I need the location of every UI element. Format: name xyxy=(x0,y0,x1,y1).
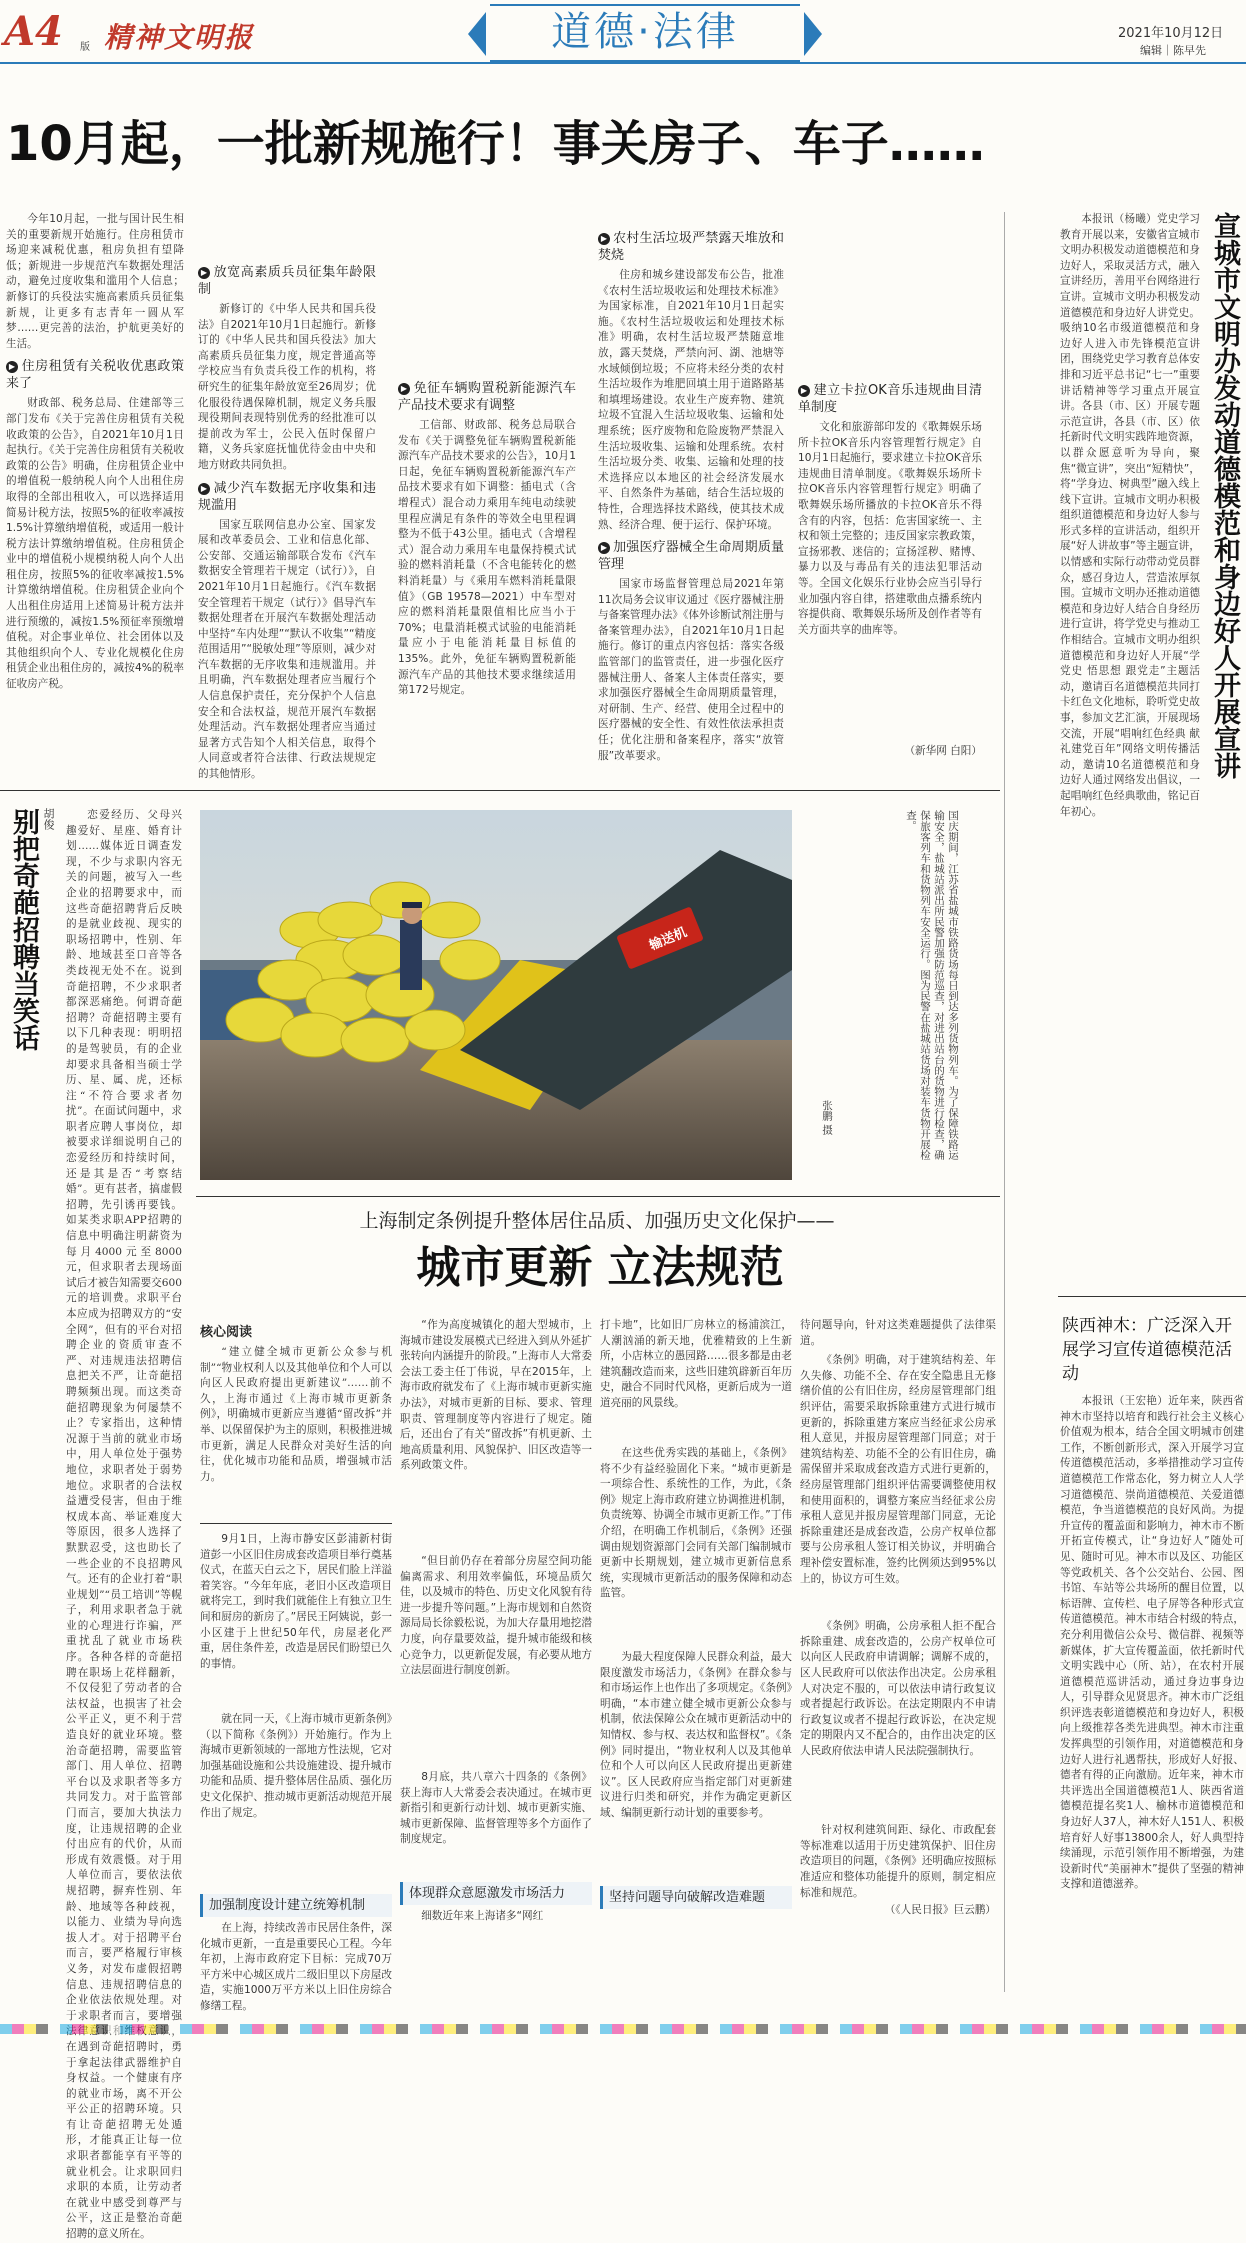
city-p13: 《条例》明确，公房承租人拒不配合拆除重建、成套改造的，公房产权单位可以向区人民政府申请调解；调解不成的，区人民政府可以依法作出决定。公房承租人对决定不服的，可以依法申请行政复议或者提起行政诉讼。在法定期限内不申请行政复议或者不提起行政诉讼，在决定规定的期限内又不配合的，由作出决定的区人民政府依法申请人民法院强制执行。 xyxy=(800,1620,996,1757)
lead-column-3 xyxy=(398,212,576,782)
city-p11: 待问题导向，针对这类难题提供了法律渠道。 xyxy=(800,1319,996,1347)
city-credit: （《人民日报》巨云鹏） xyxy=(884,1904,996,1917)
commentary-author: 胡俊 xyxy=(42,808,55,830)
bullet-icon: ▶ xyxy=(598,542,610,554)
city-column-4 xyxy=(800,1318,996,1998)
core-reading-title: 核心阅读 xyxy=(200,1325,253,1340)
sec3-body: 国家互联网信息办公室、国家发展和改革委员会、工业和信息化部、公安部、交通运输部联合发布《汽车数据安全管理若干规定（试行）》，自2021年10月1日起施行。《汽车数据安全管理若干规定（试行）》倡导汽车数据处理者在开展汽车数据处理活动中坚持“车内处理”“默认不收集”“精度范围适用”“脱敏处理”等原则，减少对汽车数据的无序收集和违规滥用。并且明确，汽车数据处理者应当履行个人信息保护责任，充分保护个人信息安全和合法权益，规范开展汽车数据处理活动。汽车数据处理者应当通过显著方式告知个人相关信息，取得个人同意或者符合法律、行政法规规定的其他情形。 xyxy=(198,518,376,781)
sec7-heading: ▶ 建立卡拉OK音乐违规曲目清单制度 xyxy=(798,383,982,415)
lead-column-5 xyxy=(798,212,982,782)
city-p12: 《条例》明确，对于建筑结构差、年久失修、功能不全、存在安全隐患且无修缮价值的公有旧住房，经房屋管理部门组织评估，需要采取拆除重建方式进行城市更新的，拆除重建方案应当经征求公房承租人意见，并报房屋管理部门同意；对于建筑结构差、功能不全的公有旧住房，确需保留并采取成套改造方式进行更新的，经房屋管理部门组织评估需要调整使用权和使用面积的，调整方案应当经征求公房承租人意见并报房屋管理部门同意，无论拆除重建还是成套改造，公房产权单位都要与公房承租人签订相关协议，并明确合理补偿安置标准，签约比例须达到95%以上的，协议方可生效。 xyxy=(800,1354,996,1585)
sec4-heading: ▶ 免征车辆购置税新能源汽车产品技术要求有调整 xyxy=(398,381,576,413)
paper-name: 精神文明报 xyxy=(104,21,255,54)
sec6-body-cont xyxy=(798,212,982,376)
commentary-body: 恋爱经历、父母兴趣爱好、星座、婚育计划……媒体近日调查发现，不少与求职内容无关的问题，被写入一些企业的招聘要求中，而这些奇葩招聘背后反映的是就业歧视、现实的职场招聘中，性别、年龄、地域甚至口音等各类歧视无处不在。说到奇葩招聘，不少求职者都深恶痛绝。何谓奇葩招聘？奇葩招聘主要有以下几种表现：明明招的是驾驶员，有的企业却要求具备相当硕士学历、星、属、虎，还标注“不符合要求者勿扰”。在面试问题中，求职者应聘人事岗位，却被要求详细说明自己的恋爱经历和持续时间，还是其是否“考察结婚”。更有甚者，搞虚假招聘，先引诱再要钱。如某类求职APP招聘的信息中明确注明薪资为每月4000元至8000元，但求职者去现场面试后才被告知需要交600元的培训费。求职平台本应成为招聘双方的“安全网”，但有的平台对招聘企业的资质审查不严、对违规违法招聘信息把关不严，让奇葩招聘频频出现。而这类奇葩招聘现象为何屡禁不止？专家指出，这种情况源于当前的就业市场中，用人单位处于强势地位，求职者处于弱势地位。求职者的合法权益遭受侵害，但由于维权成本高、举证难度大等原因，很多人选择了默默忍受，这也助长了一些企业的不良招聘风气。还有的企业打着“职业规划”“员工培训”等幌子，利用求职者急于就业的心理进行诈骗，严重扰乱了就业市场秩序。各种各样的奇葩招聘在职场上花样翻新，不仅侵犯了劳动者的合法权益，也损害了社会公平正义，更不利于营造良好的就业环境。整治奇葩招聘，需要监管部门、用人单位、招聘平台以及求职者等多方共同发力。对于监管部门而言，要加大执法力度，让违规招聘的企业付出应有的代价，从而形成有效震慑。对于用人单位而言，要依法依规招聘，摒弃性别、年龄、地域等各种歧视，以能力、业绩为导向选拔人才。对于招聘平台而言，要严格履行审核义务，对发布虚假招聘信息、违规招聘信息的企业依法依规处理。对于求职者而言，要增强 在遇到奇葩招聘时，勇于拿起法律武器维护自身权益。一个健康有序的就业市场，离不开公平公正的招聘环境。只有让奇葩招聘无处遁形，才能真正让每一位求职者都能享有平等的就业机会。让求职回归求职的本质，让劳动者在就业中感受到尊严与公平，这正是整治奇葩招聘的意义所在。 xyxy=(66,809,182,2241)
commentary-title: 别把奇葩招聘当笑话 xyxy=(8,808,39,1051)
section-banner xyxy=(490,4,800,62)
bullet-icon: ▶ xyxy=(6,361,18,373)
sec1-heading: ▶ 住房租赁有关税收优惠政策来了 xyxy=(6,359,184,392)
sec7-body: 文化和旅游部印发的《歌舞娱乐场所卡拉OK音乐内容管理暂行规定》自10月1日起施行，要求建立卡拉OK音乐违规曲目清单制度。《歌舞娱乐场所卡拉OK音乐内容管理暂行规定》明确了歌舞娱乐场所播放的卡拉OK音乐不得含有的内容，包括：危害国家统一、主权和领土完整的；违反国家宗教政策，宣扬邪教、迷信的；宣扬淫秽、赌博、暴力以及与毒品有关的违法犯罪活动等。全国文化娱乐行业协会应当引导行业加强内容自律，搭建歌曲点播系统内容提供商、歌舞娱乐场所及创作者等有关方面共享的曲库等。 xyxy=(798,421,982,636)
sec5-body: 住房和城乡建设部发布公告，批准《农村生活垃圾收运和处理技术标准》为国家标准，自2021年10月1日起实施。《农村生活垃圾收运和处理技术标准》明确，农村生活垃圾严禁随意堆放，露天焚烧，严禁向河、湖、池塘等水域倾倒垃圾；不应将未经分类的农村生活垃圾作为堆肥回填土用于道路路基和填埋场建设。农业生产废弃物、建筑垃圾不宜混入生活垃圾收集、运输和处理系统；医疗废物和危险废物严禁混入生活垃圾收集、运输和处理系统。农村生活垃圾分类、收集、运输和处理的技术选择应以本地区的社会经济发展水平、自然条件为基础，结合生活垃圾的特性，合理选择技术路线，使其技术成熟、经济合理、便于运行、保护环境。 xyxy=(598,269,784,531)
sub3-heading: 坚持问题导向破解改造难题 xyxy=(609,1890,766,1905)
bullet-icon: ▶ xyxy=(198,483,210,495)
city-p9: 为最大程度保障人民群众利益，最大限度激发市场活力，《条例》在群众参与和市场运作上也作出了多项规定。《条例》明确，“本市建立健全城市更新公众参与机制，依法保障公众在城市更新活动中的知情权、参与权、表达权和监督权”。《条例》同时提出，“物业权利人以及其他单位和个人可以向区人民政府提出更新建议”。区人民政府应当指定部门对更新建议进行归类和研究，并作为确定更新区域、编制更新行动计划的重要参考。 xyxy=(600,1651,792,1819)
city-column-3 xyxy=(600,1318,792,1998)
xuancheng-body: 本报讯（杨曦）党史学习教育开展以来，安徽省宣城市文明办积极发动道德模范和身边好人，采取灵活方式，融入宣讲经历，善用平台网络进行宣讲。宣城市文明办积极发动道德模范和身边好人讲党史。吸纳10名市级道德模范和身边好人进入市先锋模范宣讲团，围绕党史学习教育总体安排和习近平总书记“七一”重要讲话精神等学习重点开展宣讲。各县（市、区）开展专题示范宣讲，各县（市、区）依托新时代文明实践阵地资源，以群众愿意听为导向，聚焦“微宣讲”，突出“短精快”，将“学身边、树典型”融入线上线下宣讲。宣城市文明办积极组织道德模范和身边好人参与形式多样的宣讲活动，组织开展“好人讲故事”等主题宣讲，以情感和实际行动带动党员群众，感召身边人，营造浓厚氛围。宣城市文明办还推动道德模范和身边好人结合自身经历进行宣讲，将学党史与推动工作相结合。宣城市文明办组织道德模范和身边好人开展“学党史 悟思想 跟党走”主题活动，邀请百名道德模范共同打卡红色文化地标，聆听党史故事，参加文艺汇演，开展现场交流，开展“唱响红色经典 献礼建党百年”网络文明传播活动，邀请10名道德模范和身边好人通过网络发出倡议，一起唱响红色经典歌曲，铭记百年初心。 xyxy=(1060,213,1200,818)
photo-credit: 张鹏 摄 xyxy=(821,1100,833,1135)
sub1-box xyxy=(200,1894,392,1917)
city-kicker: 上海制定条例提升整体居住品质、加强历史文化保护—— xyxy=(359,1210,835,1232)
city-p8: 在这些优秀实践的基础上，《条例》将不少有益经验固化下来。“城市更新是一项综合性、系统性的工作，为此，《条例》规定上海市政府建立协调推进机制，负责统筹、协调全市城市更新工作。”丁伟介绍，在明确工作机制后，《条例》还强调由规划资源部门会同有关部门编制城市更新中长期规划，建立城市更新信息系统，实现城市更新活动的服务保障和动态监管。 xyxy=(600,1447,792,1600)
lead-intro: 今年10月起，一批与国计民生相关的重要新规开始施行。住房租赁市场迎来减税优惠，租房负担有望降低；新规进一步规范汽车数据处理活动，避免过度收集和滥用个人信息；新修订的兵役法实施高素质兵员征集新规，让更多有志青年一圆从军梦……更完善的法治，护航更美好的生活。 xyxy=(6,213,184,350)
sec1-body: 财政部、税务总局、住建部等三部门发布《关于完善住房租赁有关税收政策的公告》，自2021年10月1日起执行。《关于完善住房租赁有关税收政策的公告》明确，住房租赁企业中的增值税一般纳税人向个人出租住房取得的全部出租收入，可以选择适用简易计税方法，按照5%的征收率减按1.5%计算缴纳增值税，或适用一般计税方法计算缴纳增值税。住房租赁企业中的增值税小规模纳税人向个人出租住房，按照5%的征收率减按1.5%计算缴纳增值税。住房租赁企业向个人出租住房适用上述简易计税方法并进行预缴的，减按1.5%预征率预缴增值税。对企事业单位、社会团体以及其他组织向个人、专业化规模化住房租赁企业出租住房的，减按4%的税率征收房产税。 xyxy=(6,397,184,691)
editor-credit: 编辑｜陈早先 xyxy=(1140,44,1206,57)
page-suffix: 版 xyxy=(80,42,90,53)
masthead xyxy=(0,0,1246,62)
city-p3: 在上海，持续改善市民居住条件，深化城市更新，一直是重要民心工程。今年年初，上海市政府定下目标：完成70万平方米中心城区成片二级旧里以下房屋改造，实施1000万平方米以上旧住房综合修缮工程。 xyxy=(200,1922,392,2012)
city-p1: 9月1日，上海市静安区彭浦新村街道彭一小区旧住房成套改造项目举行奠基仪式，在蓝天白云之下，居民们脸上洋溢着笑容。“今年年底，老旧小区改造项目就将完工，到时我们就能住上有独立卫生间和厨房的新房了。”居民王阿姨说，彭一小区建于上世纪50年代，房屋老化严重，居住条件差，改造是居民们盼望已久的事情。 xyxy=(200,1533,392,1670)
photo-caption: 国庆期间，江苏省盐城市铁路货场每日到达多列货物列车。为了保障铁路运输安全，盐城站派出所民警加强防范巡查，对进出站台的货物进行检查，确保旅客列车和货物列车安全运行。图为民警在盐城站货场对装车货物开展检查。 xyxy=(905,810,959,1160)
lead-column-2 xyxy=(198,212,376,782)
lead-bottom-rule xyxy=(0,790,1000,791)
sec3-heading: ▶ 减少汽车数据无序收集和违规滥用 xyxy=(198,480,376,513)
core-reading-body: “建立健全城市更新公众参与机制”“物业权利人以及其他单位和个人可以向区人民政府提出更新建议”……前不久，上海市通过《上海市城市更新条例》，明确城市更新应当遵循“留改拆”并举、以保留保护为主的原则，积极推进城市更新，满足人民群众对美好生活的向往，优化城市功能和品质，增强城市活力。 xyxy=(200,1346,392,1483)
sub3-box xyxy=(600,1886,792,1909)
shaanxi-body: 本报讯（王宏艳）近年来，陕西省神木市坚持以培育和践行社会主义核心价值观为根本，结合全国文明城市创建工作，不断创新形式，深入开展学习宣传道德模范活动，多举措推动学习宣传道德模范工作常态化，努力树立人人学习道德模范、崇尚道德模范、关爱道德模范，争当道德模范的良好风尚。为提升宣传的覆盖面和影响力，神木市不断开拓宣传模式，让“身边好人”随处可见、随时可见。神木市以及区、功能区等党政机关、各个公交站台、公园、图书馆、车站等公共场所的醒目位置，以标语牌、宣传栏、电子屏等各种形式宣传道德模范。神木市结合村级的特点，充分利用微信公众号、微信群、视频等新媒体，扩大宣传覆盖面，依托新时代文明实践中心（所、站），在农村开展道德模范巡讲活动，通过身边事身边人，引导群众见贤思齐。神木市广泛组织评选表彰道德模范和身边好人，积极向上级推荐各类先进典型。神木市注重发挥典型的引领作用，对道德模范和身边好人进行礼遇帮扶，形成好人好报、德者有得的正向激励。近年来，神木市共评选出全国道德模范1人、陕西省道德模范提名奖1人、榆林市道德模范和身边好人37人，神木好人151人、积极培育好人好事13800余人，好人典型持续涌现，示范引领作用不断增强，为建设新时代“美丽神木”提供了坚强的精神支撑和道德滋养。 xyxy=(1060,1395,1244,1891)
shaanxi-title: 陕西神木：广泛深入开展学习宣传道德模范活动 xyxy=(1062,1316,1232,1384)
print-color-bar xyxy=(0,2024,1246,2034)
city-p4: “作为高度城镇化的超大型城市，上海城市建设发展模式已经进入到从外延扩张转向内涵提升的阶段。”上海市人大常委会法工委主任丁伟说，早在2015年，上海市政府就发布了《上海市城市更新实施办法》，对城市更新的目标、要求、管理职责、管理制度等内容进行了规定。随后，还出台了有关“留改拆”有机更新、土地高质量利用、风貌保护、旧区改造等一系列政策文件。 xyxy=(400,1319,592,1472)
right-column-divider xyxy=(1004,212,1005,1992)
section-title: 道德·法律 xyxy=(551,9,739,55)
masthead-rule xyxy=(0,62,1246,64)
sub1-heading: 加强制度设计建立统筹机制 xyxy=(209,1898,366,1913)
commentary-body-cont xyxy=(6,1118,182,1996)
chevron-left-icon xyxy=(468,12,486,56)
city-p10: 细数近年来上海诸多“网红 xyxy=(421,1910,544,1922)
shaanxi-top-rule xyxy=(1058,1296,1246,1297)
city-p14: 针对权利建筑间距、绿化、市政配套等标准难以适用于历史建筑保护、旧住房改造项目的问题，《条例》还明确应按照标准适应和整体功能提升的原则，制定相应标准和规范。 xyxy=(800,1824,996,1899)
xuancheng-title: 宣城市文明办发动道德模范和身边好人开展宣讲 xyxy=(1209,212,1240,779)
city-top-rule xyxy=(196,1196,1000,1197)
core-rule xyxy=(200,1523,392,1524)
sec2-heading: ▶ 放宽高素质兵员征集年龄限制 xyxy=(198,265,376,297)
news-photo xyxy=(200,810,792,1180)
sec2-body: 新修订的《中华人民共和国兵役法》自2021年10月1日起施行。新修订的《中华人民共和国兵役法》加大高素质兵员征集力度，规定普通高等学校应当有负责兵役工作的机构，将研究生的征集年龄放宽至26周岁；优化服役待遇保障机制，规定义务兵服现役期间表现特别优秀的经批准可以提前改为军士，公民入伍时保留户籍，义务兵家庭抚恤优待金由中央和地方财政共同负担。 xyxy=(198,303,376,471)
sub2-box xyxy=(400,1882,592,1905)
page-number: A4 xyxy=(4,8,63,55)
lead-column-1 xyxy=(6,212,184,782)
conveyor-sign: 输送机 xyxy=(647,925,690,954)
city-p6: 8月底，共八章六十四条的《条例》获上海市人大常委会表决通过。在城市更新指引和更新行动计划、城市更新实施、城市更新保障、监督管理等多个方面作了制度规定。 xyxy=(400,1771,592,1846)
city-headline: 城市更新 立法规范 xyxy=(416,1242,784,1293)
bullet-icon: ▶ xyxy=(198,267,210,279)
bullet-icon: ▶ xyxy=(798,385,810,397)
sec5-heading: ▶ 农村生活垃圾严禁露天堆放和焚烧 xyxy=(598,231,784,263)
sec6-body: 国家市场监督管理总局2021年第11次局务会议审议通过《医疗器械注册与备案管理办法》《体外诊断试剂注册与备案管理办法》，自2021年10月1日起施行。修订的重点内容包括：落实各级监管部门的监管责任，进一步强化医疗器械注册人、备案人主体责任落实，要求加强医疗器械全生命周期质量管理，对研制、生产、经营、使用全过程中的医疗器械的安全性、有效性依法承担责任；优化注册和备案程序，落实“放管服”改革要求。 xyxy=(598,578,784,762)
city-column-2 xyxy=(400,1318,592,1998)
issue-date: 2021年10月12日 xyxy=(1118,26,1224,41)
lead-column-4 xyxy=(598,212,784,782)
city-column-1 xyxy=(200,1318,392,2012)
chevron-right-icon xyxy=(804,12,822,56)
lead-credit: （新华网 白阳） xyxy=(904,745,982,757)
city-p2: 就在同一天，《上海市城市更新条例》（以下简称《条例》）开始施行。作为上海城市更新领域的一部地方性法规，它对加强基础设施和公共设施建设、提升城市功能和品质、提升整体居住品质、强化历史文化保护、推动城市更新活动规范开展作出了规定。 xyxy=(200,1713,392,1819)
city-p5: “但目前仍存在着部分房屋空间功能偏离需求、利用效率偏低，环境品质欠佳，以及城市的特色、历史文化风貌有待进一步提升等问题。”上海市规划和自然资源局局长徐毅松说，为加大存量用地挖潜力度，向存量要效益，提升城市能级和核心竞争力，以更新促发展，有必要从地方立法层面进行制度创新。 xyxy=(400,1555,592,1677)
bullet-icon: ▶ xyxy=(398,383,410,395)
bullet-icon: ▶ xyxy=(598,233,610,245)
sec4-body: 工信部、财政部、税务总局联合发布《关于调整免征车辆购置税新能源汽车产品技术要求的公告》，10月1日起，免征车辆购置税新能源汽车产品技术要求有如下调整：插电式（含增程式）混合动力乘用车纯电动续驶里程应满足有条件的等效全电里程调整为不低于43公里。插电式（含增程式）混合动力乘用车电量保持模式试验的燃料消耗量（不含电能转化的燃料消耗量）与《乘用车燃料消耗量限值》（GB 19578—2021）中车型对应的燃料消耗量限值相比应当小于70%；电量消耗模式试验的电能消耗量应小于电能消耗量目标值的135%。此外，免征车辆购置税新能源汽车产品的其他技术要求继续适用第172号规定。 xyxy=(398,419,576,697)
lead-headline: 10月起，一批新规施行！事关房子、车子…… xyxy=(6,116,985,172)
city-p7: 打卡地”，比如旧厂房林立的杨浦滨江，人潮汹涌的新天地，优雅精致的上生新所，小店林立的愚园路……很多都是由老建筑翻改造而来，这些旧建筑辟新百年历史，融合不同时代风格，更新后成为一道道亮丽的风景线。 xyxy=(600,1319,792,1409)
sec6-heading: ▶ 加强医疗器械全生命周期质量管理 xyxy=(598,540,784,573)
sub2-heading: 体现群众意愿激发市场活力 xyxy=(409,1886,566,1901)
